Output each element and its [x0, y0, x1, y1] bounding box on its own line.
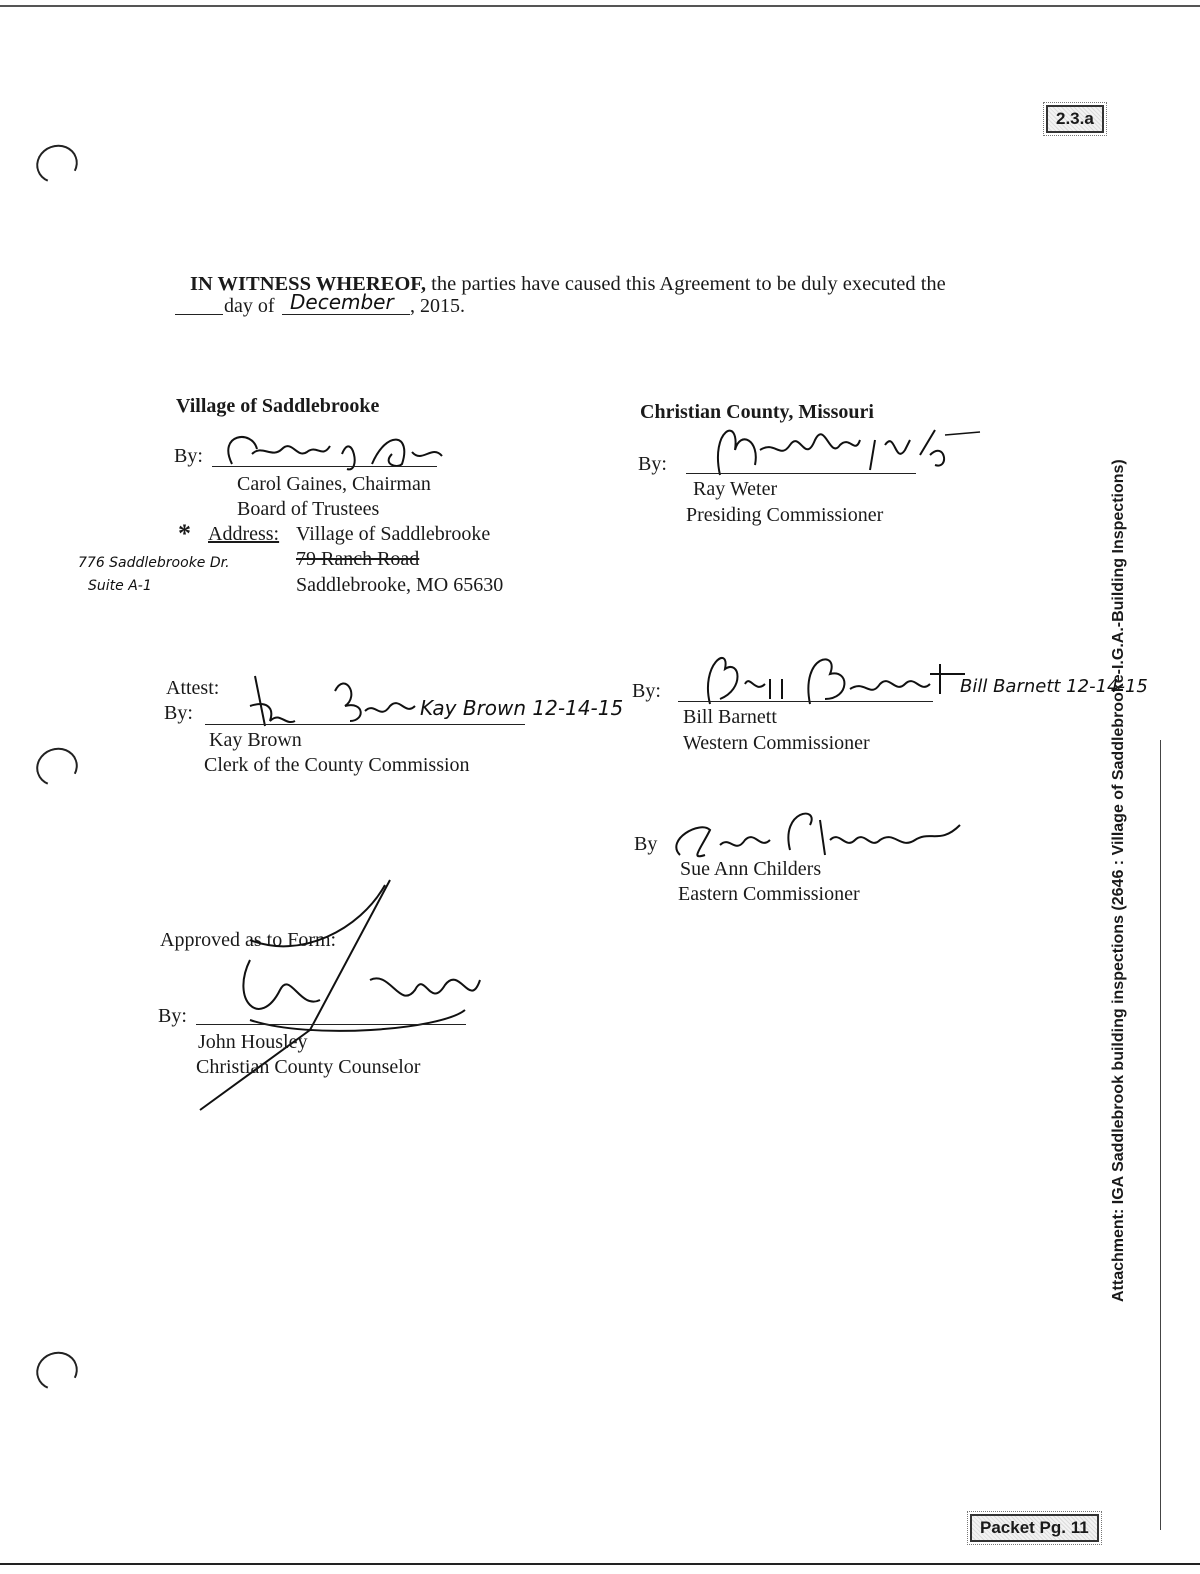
approved-by-label: By:	[158, 1005, 187, 1027]
approved-signature-line	[196, 1024, 466, 1025]
witness-lead: IN WITNESS WHEREOF,	[190, 273, 427, 295]
packet-page-badge: Packet Pg. 11	[970, 1514, 1099, 1542]
attest-by-label: By:	[164, 702, 193, 724]
month-handwritten: December	[290, 290, 394, 314]
address-label: Address:	[208, 523, 280, 545]
county-by-label: By:	[638, 453, 667, 475]
village-signature-line	[212, 466, 437, 467]
attest-signer-name: Kay Brown	[209, 729, 302, 751]
address-city: Saddlebrooke, MO 65630	[296, 574, 504, 596]
western-signature-text: Bill Barnett 12-14-15	[960, 676, 1148, 697]
approved-signer-name: John Housley	[198, 1031, 308, 1053]
top-edge-line	[0, 5, 1200, 7]
witness-line-2	[224, 294, 275, 318]
attest-signature-text: Kay Brown 12-14-15	[420, 696, 624, 720]
county-heading: Christian County, Missouri	[640, 401, 874, 423]
county-signer-title: Presiding Commissioner	[686, 504, 884, 526]
eastern-signer-title: Eastern Commissioner	[678, 883, 860, 905]
attest-label: Attest:	[166, 677, 220, 699]
right-margin-line	[1160, 740, 1161, 1530]
approved-label: Approved as to Form:	[160, 929, 337, 951]
binder-hole-top	[31, 139, 83, 189]
village-signer-name: Carol Gaines, Chairman	[237, 473, 431, 495]
bottom-edge-line	[0, 1563, 1200, 1565]
day-blank	[175, 314, 223, 315]
attachment-side-label: Attachment: IGA Saddlebrook building inspections (2646 : Village of Saddlebrooke-I.G.A.-Building Inspections)	[1110, 459, 1127, 1302]
approved-signer-title: Christian County Counselor	[196, 1056, 421, 1078]
western-signer-title: Western Commissioner	[683, 732, 870, 754]
binder-hole-middle	[31, 742, 83, 792]
day-of-label: day of	[224, 295, 275, 317]
county-signer-name: Ray Weter	[693, 478, 778, 500]
attest-signature-line	[205, 724, 525, 725]
witness-text: the parties have caused this Agreement to be duly executed the	[426, 273, 946, 295]
village-by-label: By:	[174, 445, 203, 467]
western-signature-line	[678, 701, 933, 702]
eastern-by-label: By	[634, 833, 658, 855]
asterisk-mark: *	[178, 519, 191, 548]
village-board: Board of Trustees	[237, 498, 380, 520]
address-struck: 79 Ranch Road	[296, 548, 420, 570]
year-text: , 2015.	[410, 295, 465, 317]
county-signature-line	[686, 473, 916, 474]
address-line1: Village of Saddlebrooke	[296, 523, 491, 545]
western-by-label: By:	[632, 680, 661, 702]
section-badge: 2.3.a	[1046, 105, 1104, 133]
attest-signer-title: Clerk of the County Commission	[204, 754, 470, 776]
hand-address-line2: Suite A-1	[88, 578, 152, 594]
hand-address-line1: 776 Saddlebrooke Dr.	[78, 555, 230, 571]
village-heading: Village of Saddlebrooke	[176, 395, 380, 417]
western-signer-name: Bill Barnett	[683, 706, 777, 728]
month-blank	[282, 314, 410, 315]
binder-hole-bottom	[31, 1346, 83, 1396]
eastern-signer-name: Sue Ann Childers	[680, 858, 822, 880]
western-signature	[690, 644, 970, 714]
